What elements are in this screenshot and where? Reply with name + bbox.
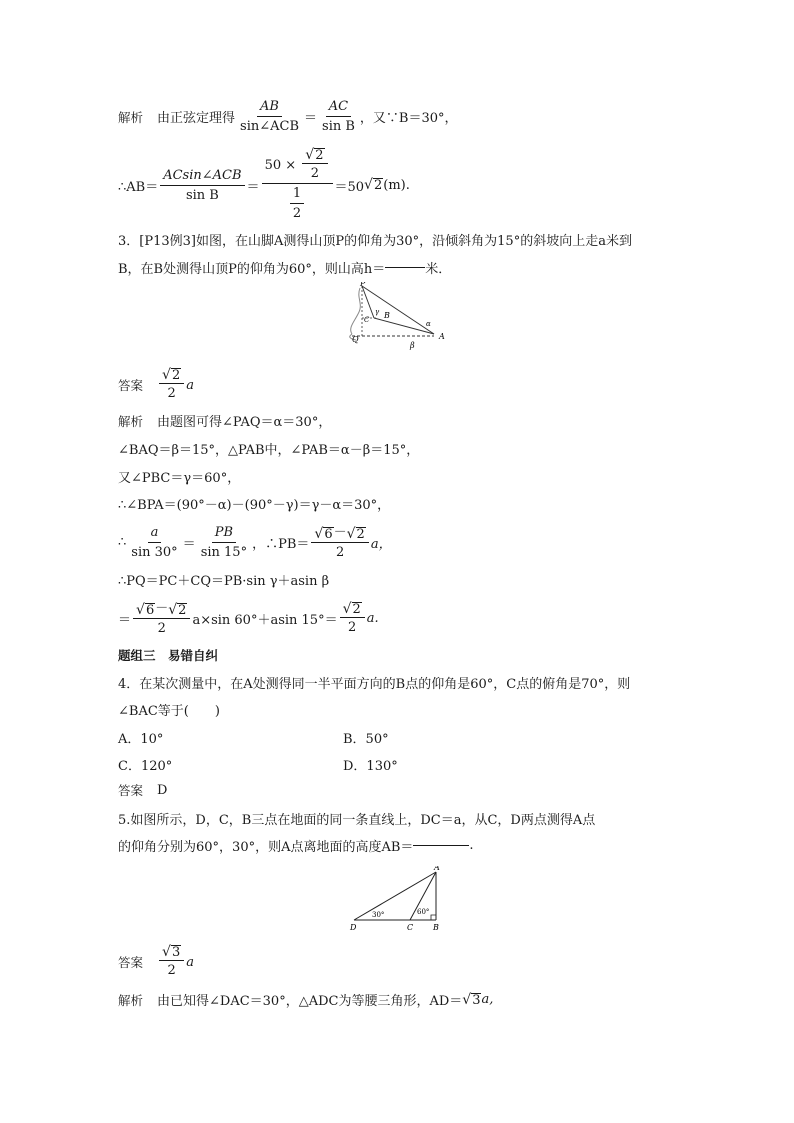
question-3-line-2: B，在B处测得山顶P的仰角为60°，则山高h＝ 米． (118, 262, 452, 277)
label-alpha: α (426, 320, 431, 328)
question-4-line-2: ∠BAC等于( ) (118, 704, 220, 719)
q3-analysis-2: ∠BAQ＝β＝15°，△PAB中，∠PAB＝α－β＝15°， (118, 443, 420, 458)
section-heading: 题组三 易错自纠 (118, 648, 219, 663)
label-Q: Q (352, 335, 359, 344)
option-a: A．10° (118, 732, 164, 747)
fraction: $\frac{AC}{\text{sin B}}$ (322, 99, 355, 134)
question-3-line-1: 3．[P13例3]如图，在山脚A测得山顶P的仰角为30°，沿倾斜角为15°的斜坡向上走a米到 (118, 234, 632, 249)
label-C: C (407, 923, 414, 932)
question-4-line-1: 4．在某次测量中，在A处测得同一半平面方向的B点的仰角是60°，C点的俯角是70°，则 (118, 677, 631, 692)
question-4-answer: 答案 D (118, 782, 168, 798)
text: 由正弦定理得 (157, 111, 236, 126)
q3-analysis-4: ∴∠BPA＝(90°－α)－(90°－γ)＝γ－α＝30°， (118, 498, 391, 513)
solution-line-2: ∴AB＝ $\frac{\text{ACsin∠ACB}}{\text{sin B}}$ ＝ 50 × √ 2 2 $\frac{1}{2}$ ＝50 √ 2 (m). (118, 147, 410, 221)
label-B: B (433, 923, 439, 932)
answer-blank (413, 845, 469, 846)
label-60: 60° (417, 908, 430, 916)
option-c: C．120° (118, 759, 173, 774)
question-5-line-2: 的仰角分别为60°，30°，则A点离地面的高度AB＝ . (118, 838, 474, 855)
answer-blank (385, 267, 425, 268)
q3-analysis-3: 又∠PBC＝γ＝60°， (118, 471, 241, 486)
q3-analysis-7: ＝ √ 6 － √ 2 2 a×sin 60°＋asin 15°＝ √ 2 2 a. (118, 600, 379, 636)
fraction: $\frac{\text{ACsin∠ACB}}{\text{sin B}}$ (160, 167, 244, 204)
label-A: A (439, 332, 445, 341)
question-5-analysis: 解析 由已知得∠DAC＝30°，△ADC为等腰三角形，AD＝ √ 3 a, (118, 991, 494, 1009)
label-B: B (384, 311, 390, 320)
label-P: P (360, 282, 366, 288)
mountain-figure (338, 282, 458, 350)
q3-analysis-1: 解析 由题图可得∠PAQ＝α＝30°， (118, 413, 332, 430)
fraction: $\frac{AB}{\text{sin∠ACB}}$ (240, 99, 300, 134)
label-beta: β (410, 341, 415, 350)
question-5-answer: 答案 √ 3 2 a (118, 944, 194, 978)
label-C: C (364, 316, 370, 324)
compound-fraction: 50 × √ 2 2 $\frac{1}{2}$ (262, 148, 333, 222)
triangle-figure (346, 866, 446, 934)
label-A: A (434, 866, 440, 872)
analysis-label: 解析 (118, 109, 144, 125)
solution-line-1: 解析 由正弦定理得 $\frac{AB}{\text{sin∠ACB}}$ ＝ $\frac{AC}{\text{sin B}}$ ，又∵B＝30°， (118, 99, 458, 134)
option-d: D．130° (343, 759, 398, 774)
label-D: D (350, 923, 357, 932)
label-gamma: γ (375, 308, 380, 316)
option-b: B．50° (343, 732, 389, 747)
text: ，又∵B＝30°， (359, 111, 458, 126)
question-3-answer: 答案 √ 2 2 a (118, 367, 194, 401)
label-30: 30° (372, 911, 385, 919)
q3-analysis-6: ∴PQ＝PC＋CQ＝PB·sin γ＋asin β (118, 574, 330, 589)
question-5-line-1: 5.如图所示，D，C，B三点在地面的同一条直线上，DC＝a，从C，D两点测得A点 (118, 813, 596, 828)
q3-analysis-5: ∴ $\frac{a}{\sin 30^\circ}$ ＝ $\frac{PB}{\sin 15^\circ}$ ，∴PB＝ √ 6 － √ 2 2 a， (118, 525, 392, 560)
